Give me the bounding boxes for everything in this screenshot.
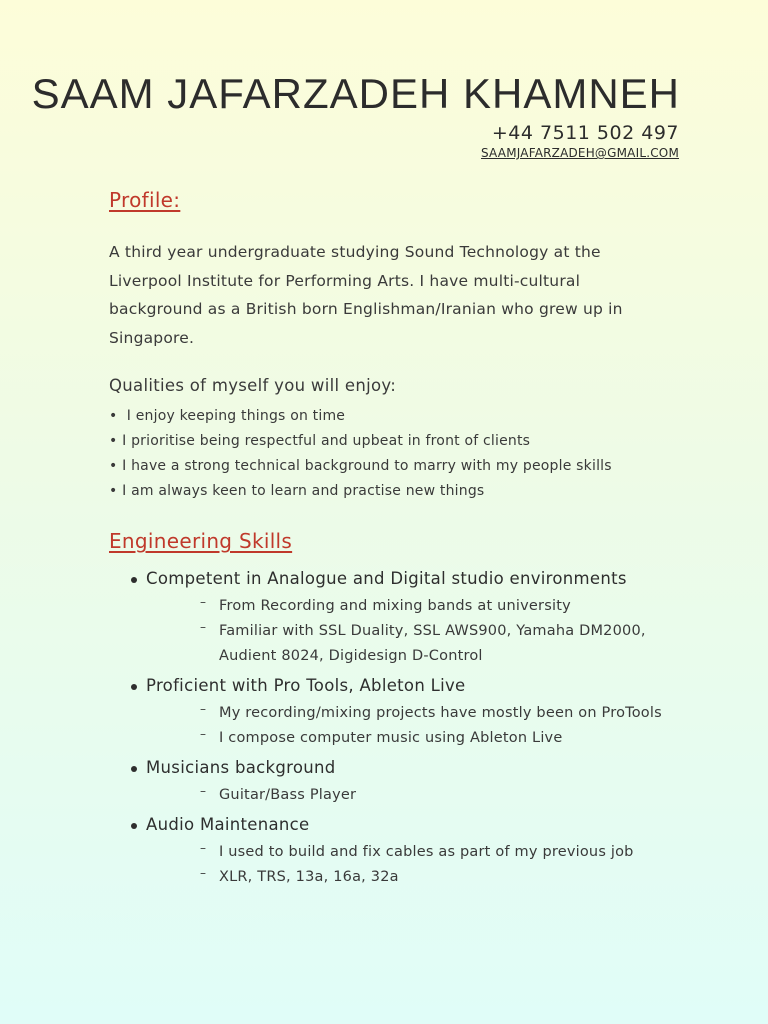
- skill-detail: – Familiar with SSL Duality, SSL AWS900, Yamaha DM2000, Audient 8024, Digidesign D-Control: [130, 619, 694, 669]
- profile-heading: Profile:: [109, 188, 181, 212]
- candidate-name: SAAM JAFARZADEH KHAMNEH: [31, 70, 680, 117]
- quality-item: • I enjoy keeping things on time: [109, 404, 612, 429]
- skill-details: [130, 594, 730, 669]
- quality-item: • I prioritise being respectful and upbeat in front of clients: [109, 429, 612, 454]
- skill-detail: – I used to build and fix cables as part of my previous job: [130, 840, 694, 865]
- skill-item: [130, 673, 730, 751]
- skill-item: [130, 755, 730, 808]
- profile-text: A third year undergraduate studying Sound Technology at the Liverpool Institute for Performing Arts. I have multi-cultural background as a British born Englishman/Iranian who grew up in Singapore.: [109, 243, 623, 347]
- skill-detail: – From Recording and mixing bands at university: [130, 594, 694, 619]
- skill-label: Competent in Analogue and Digital studio environments: [130, 566, 730, 592]
- skill-item: [130, 812, 730, 890]
- qualities-title: Qualities of myself you will enjoy:: [109, 376, 397, 395]
- skills-list: [130, 566, 730, 894]
- email-link[interactable]: SAAMJAFARZADEH@GMAIL.COM: [481, 146, 679, 160]
- skill-details: [130, 783, 730, 808]
- skill-detail: – My recording/mixing projects have mostly been on ProTools: [130, 701, 694, 726]
- skill-item: [130, 566, 730, 669]
- quality-item: • I am always keen to learn and practise new things: [109, 479, 612, 504]
- skills-heading: Engineering Skills: [109, 529, 293, 553]
- skill-details: [130, 840, 730, 890]
- skill-label: Proficient with Pro Tools, Ableton Live: [130, 673, 730, 699]
- skill-label: Musicians background: [130, 755, 730, 781]
- quality-item: • I have a strong technical background to marry with my people skills: [109, 454, 612, 479]
- skill-detail: – Guitar/Bass Player: [130, 783, 694, 808]
- phone-number: +44 7511 502 497: [491, 122, 679, 144]
- qualities-list: [109, 404, 612, 504]
- skill-detail: – XLR, TRS, 13a, 16a, 32a: [130, 865, 694, 890]
- skill-detail: – I compose computer music using Ableton Live: [130, 726, 694, 751]
- skill-label: Audio Maintenance: [130, 812, 730, 838]
- skill-details: [130, 701, 730, 751]
